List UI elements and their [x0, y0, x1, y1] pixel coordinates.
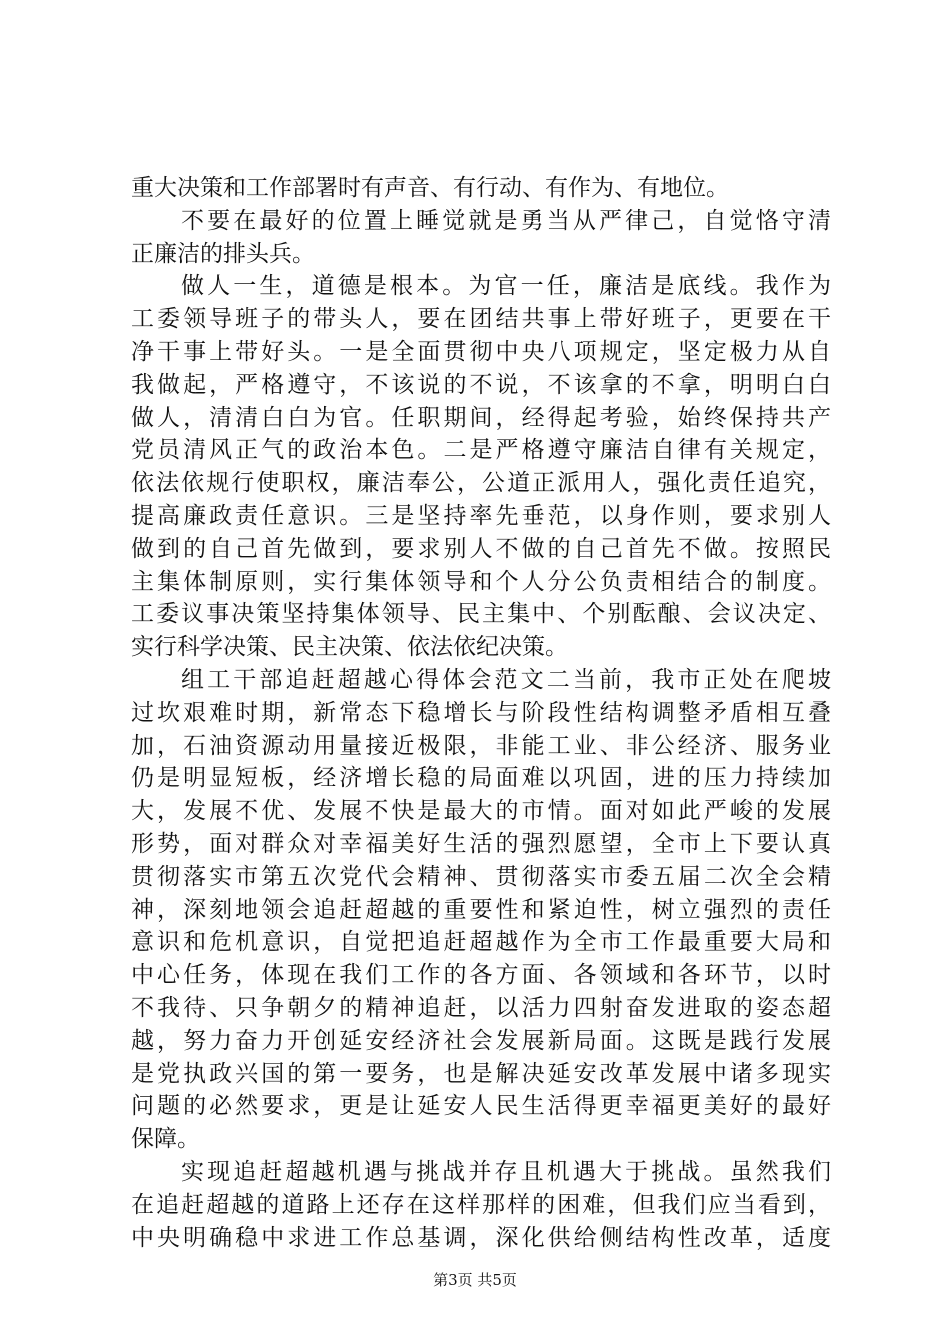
- text-line: 重大决策和工作部署时有声音、有行动、有作为、有地位。: [131, 175, 729, 201]
- text-line: 过坎艰难时期，新常态下稳增长与阶段性结构调整矛盾相互叠: [131, 699, 831, 726]
- text-line: 神，深刻地领会追赶超越的重要性和紧迫性，树立强烈的责任: [131, 896, 831, 923]
- text-line: 工委领导班子的带头人，要在团结共事上带好班子，更要在干: [131, 306, 831, 333]
- text-line: 不要在最好的位置上睡觉就是勇当从严律己，自觉恪守清: [181, 207, 831, 234]
- text-line: 党员清风正气的政治本色。二是严格遵守廉洁自律有关规定，: [131, 437, 831, 464]
- text-line: 保障。: [131, 1126, 200, 1153]
- text-line: 实现追赶超越机遇与挑战并存且机遇大于挑战。虽然我们: [181, 1158, 831, 1185]
- text-line: 中心任务，体现在我们工作的各方面、各领域和各环节，以时: [131, 962, 831, 989]
- text-line: 加，石油资源动用量接近极限，非能工业、非公经济、服务业: [131, 732, 831, 759]
- text-line: 不我待、只争朝夕的精神追赶，以活力四射奋发进取的姿态超: [131, 994, 831, 1021]
- paragraph: [131, 664, 831, 1156]
- text-line: 正廉洁的排头兵。: [131, 240, 315, 267]
- page-footer: 第3页 共5页: [433, 1271, 517, 1289]
- text-line: 净干事上带好头。一是全面贯彻中央八项规定，坚定极力从自: [131, 338, 831, 365]
- text-line: 大，发展不优、发展不快是最大的市情。面对如此严峻的发展: [131, 798, 831, 825]
- text-line: 组工干部追赶超越心得体会范文二当前，我市正处在爬坡: [181, 666, 831, 693]
- text-line: 实行科学决策、民主决策、依法依纪决策。: [131, 634, 568, 661]
- text-line: 主集体制原则，实行集体领导和个人分公负责相结合的制度。: [131, 568, 831, 595]
- paragraph: [131, 205, 831, 271]
- text-line: 意识和危机意识，自觉把追赶超越作为全市工作最重要大局和: [131, 929, 831, 956]
- text-line: 我做起，严格遵守，不该说的不说，不该拿的不拿，明明白白: [131, 371, 831, 398]
- text-line: 仍是明显短板，经济增长稳的局面难以巩固，进的压力持续加: [131, 765, 831, 792]
- text-line: 中央明确稳中求进工作总基调，深化供给侧结构性改革，适度: [131, 1224, 831, 1251]
- text-line: 问题的必然要求，更是让延安人民生活得更幸福更美好的最好: [131, 1093, 831, 1120]
- text-line: 做到的自己首先做到，要求别人不做的自己首先不做。按照民: [131, 535, 831, 562]
- text-line: 依法依规行使职权，廉洁奉公，公道正派用人，强化责任追究，: [131, 470, 831, 497]
- text-line: 工委议事决策坚持集体领导、民主集中、个别酝酿、会议决定、: [131, 601, 831, 628]
- paragraph: [131, 1156, 831, 1254]
- body-text: [131, 172, 831, 1254]
- text-line: 做人，清清白白为官。任职期间，经得起考验，始终保持共产: [131, 404, 831, 431]
- text-line: 是党执政兴国的第一要务，也是解决延安改革发展中诸多现实: [131, 1060, 831, 1087]
- text-line: 做人一生，道德是根本。为官一任，廉洁是底线。我作为: [181, 273, 831, 300]
- text-line: 贯彻落实市第五次党代会精神、贯彻落实市委五届二次全会精: [131, 863, 831, 890]
- text-line: 提高廉政责任意识。三是坚持率先垂范，以身作则，要求别人: [131, 502, 831, 529]
- text-line: 在追赶超越的道路上还存在这样那样的困难，但我们应当看到，: [131, 1191, 831, 1218]
- text-line: 越，努力奋力开创延安经济社会发展新局面。这既是践行发展: [131, 1027, 831, 1054]
- paragraph: [131, 172, 831, 205]
- text-line: 形势，面对群众对幸福美好生活的强烈愿望，全市上下要认真: [131, 830, 831, 857]
- paragraph: [131, 270, 831, 664]
